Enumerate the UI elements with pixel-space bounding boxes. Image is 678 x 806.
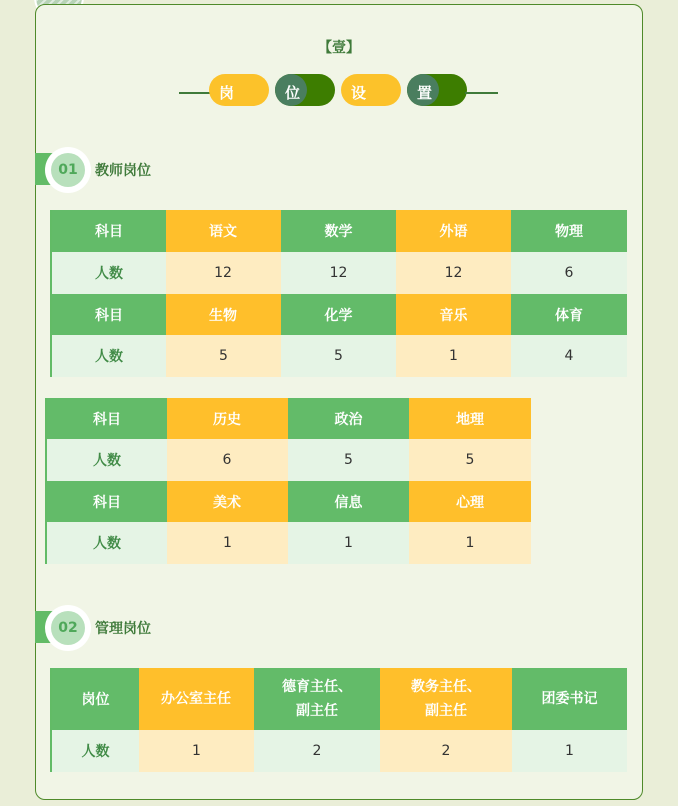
row-label: 人数 — [46, 522, 167, 564]
section-number-text: 02 — [51, 611, 85, 645]
subject-cell: 音乐 — [396, 294, 511, 335]
title-banner — [0, 74, 678, 106]
count-cell: 4 — [511, 335, 627, 377]
section-title: 管理岗位 — [95, 621, 151, 637]
count-cell: 2 — [254, 730, 380, 772]
subject-cell: 数学 — [281, 210, 396, 252]
section-title: 教师岗位 — [95, 163, 151, 179]
row-label: 人数 — [46, 439, 167, 481]
row-label: 岗位 — [51, 668, 139, 730]
table-row — [51, 210, 627, 252]
subject-cell: 美术 — [167, 481, 288, 522]
subject-cell: 体育 — [511, 294, 627, 335]
subject-cell: 外语 — [396, 210, 511, 252]
table-row — [46, 439, 531, 481]
position-line: 副主任 — [296, 703, 338, 719]
count-cell: 1 — [139, 730, 254, 772]
management-table — [50, 668, 627, 772]
count-cell: 1 — [396, 335, 511, 377]
section-number: 【壹】 — [318, 40, 360, 56]
row-label: 科目 — [46, 398, 167, 439]
count-cell: 5 — [288, 439, 409, 481]
position-line: 副主任 — [425, 703, 467, 719]
count-cell: 12 — [396, 252, 511, 294]
section-number-badge — [45, 605, 91, 651]
position-line: 团委书记 — [541, 691, 598, 707]
position-line: 教务主任、 — [411, 679, 481, 695]
section-number-text: 01 — [51, 153, 85, 187]
position-cell — [254, 668, 380, 730]
count-cell: 1 — [512, 730, 627, 772]
row-label: 科目 — [46, 481, 167, 522]
count-cell: 2 — [380, 730, 512, 772]
row-label: 科目 — [51, 294, 166, 335]
subject-cell: 生物 — [166, 294, 281, 335]
subject-cell: 心理 — [409, 481, 531, 522]
subject-cell: 语文 — [166, 210, 281, 252]
table-row — [46, 481, 531, 522]
row-label: 人数 — [51, 335, 166, 377]
table-row — [51, 335, 627, 377]
count-cell: 1 — [167, 522, 288, 564]
subject-cell: 历史 — [167, 398, 288, 439]
count-cell: 5 — [166, 335, 281, 377]
teacher-table-2 — [45, 398, 532, 564]
teacher-table-1 — [50, 210, 627, 377]
count-cell: 12 — [281, 252, 396, 294]
subject-cell: 地理 — [409, 398, 531, 439]
title-char: 岗 — [219, 84, 235, 102]
title-pill-3 — [341, 74, 401, 106]
title-char: 设 — [351, 84, 367, 102]
count-cell: 5 — [409, 439, 531, 481]
title-char: 置 — [417, 84, 433, 102]
subject-cell: 政治 — [288, 398, 409, 439]
count-cell: 5 — [281, 335, 396, 377]
title-pill-4 — [407, 74, 467, 106]
subject-cell: 化学 — [281, 294, 396, 335]
section-number-badge — [45, 147, 91, 193]
row-label: 人数 — [51, 730, 139, 772]
title-line-left — [179, 92, 211, 94]
table-row — [46, 398, 531, 439]
count-cell: 6 — [511, 252, 627, 294]
table-row — [51, 294, 627, 335]
count-cell: 1 — [288, 522, 409, 564]
subject-cell: 信息 — [288, 481, 409, 522]
title-pill-2 — [275, 74, 335, 106]
position-cell — [139, 668, 254, 730]
count-cell: 6 — [167, 439, 288, 481]
table-row — [46, 522, 531, 564]
position-line: 德育主任、 — [282, 679, 352, 695]
table-row — [51, 730, 627, 772]
row-label: 科目 — [51, 210, 166, 252]
title-pill-1 — [209, 74, 269, 106]
count-cell: 1 — [409, 522, 531, 564]
title-char: 位 — [285, 84, 301, 102]
table-row — [51, 252, 627, 294]
table-row — [51, 668, 627, 730]
title-line-right — [465, 92, 498, 94]
position-line: 办公室主任 — [161, 691, 231, 707]
position-cell — [512, 668, 627, 730]
position-cell — [380, 668, 512, 730]
subject-cell: 物理 — [511, 210, 627, 252]
row-label: 人数 — [51, 252, 166, 294]
count-cell: 12 — [166, 252, 281, 294]
